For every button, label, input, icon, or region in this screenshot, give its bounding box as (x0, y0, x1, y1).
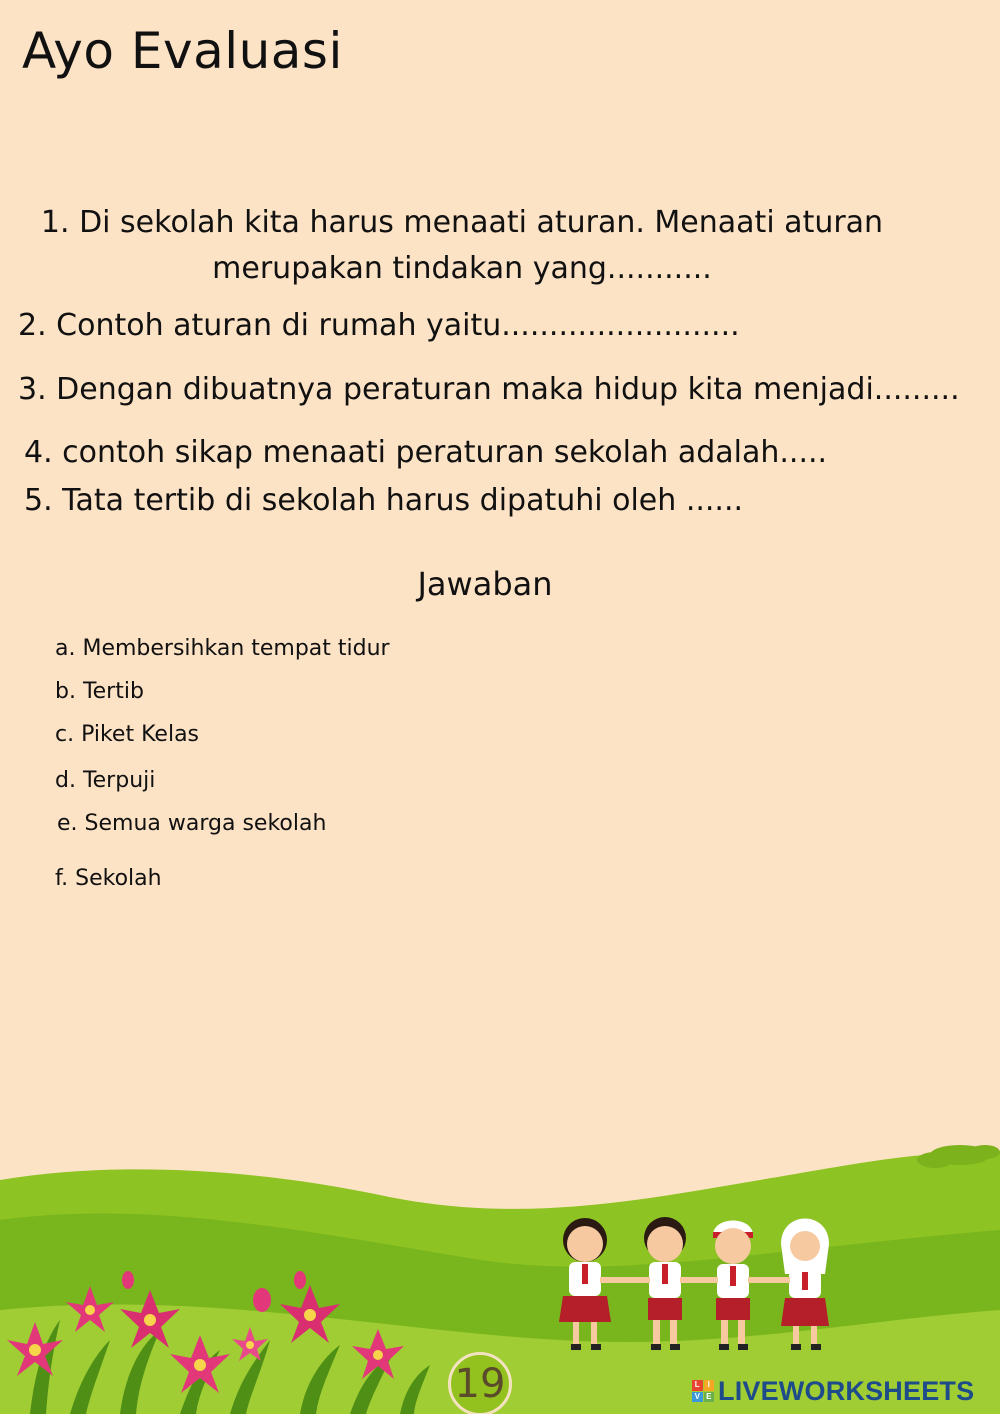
page-number-badge: 19 (448, 1352, 512, 1414)
answer-option-d[interactable]: d. Terpuji (55, 768, 156, 793)
answer-option-e[interactable]: e. Semua warga sekolah (57, 811, 327, 836)
answer-option-f[interactable]: f. Sekolah (55, 866, 162, 891)
answer-option-a[interactable]: a. Membersihkan tempat tidur (55, 636, 390, 661)
question-5: 5. Tata tertib di sekolah harus dipatuhi oleh ...... (24, 483, 744, 518)
liveworksheets-logo[interactable] (692, 1374, 974, 1408)
page-title: Ayo Evaluasi (22, 22, 343, 80)
brand-name: LIVEWORKSHEETS (718, 1375, 975, 1406)
answers-heading: Jawaban (417, 565, 553, 603)
question-2: 2. Contoh aturan di rumah yaitu......................... (18, 308, 740, 343)
answer-option-c[interactable]: c. Piket Kelas (55, 722, 200, 747)
answer-option-b[interactable]: b. Tertib (55, 679, 144, 704)
question-1: 1. Di sekolah kita harus menaati aturan. Menaati aturan merupakan tindakan yang........... (40, 205, 884, 286)
question-4: 4. contoh sikap menaati peraturan sekolah adalah..... (24, 435, 828, 470)
question-3: 3. Dengan dibuatnya peraturan maka hidup kita menjadi......... (18, 372, 960, 407)
liveworksheets-logo-icon: L I V E (692, 1380, 714, 1402)
